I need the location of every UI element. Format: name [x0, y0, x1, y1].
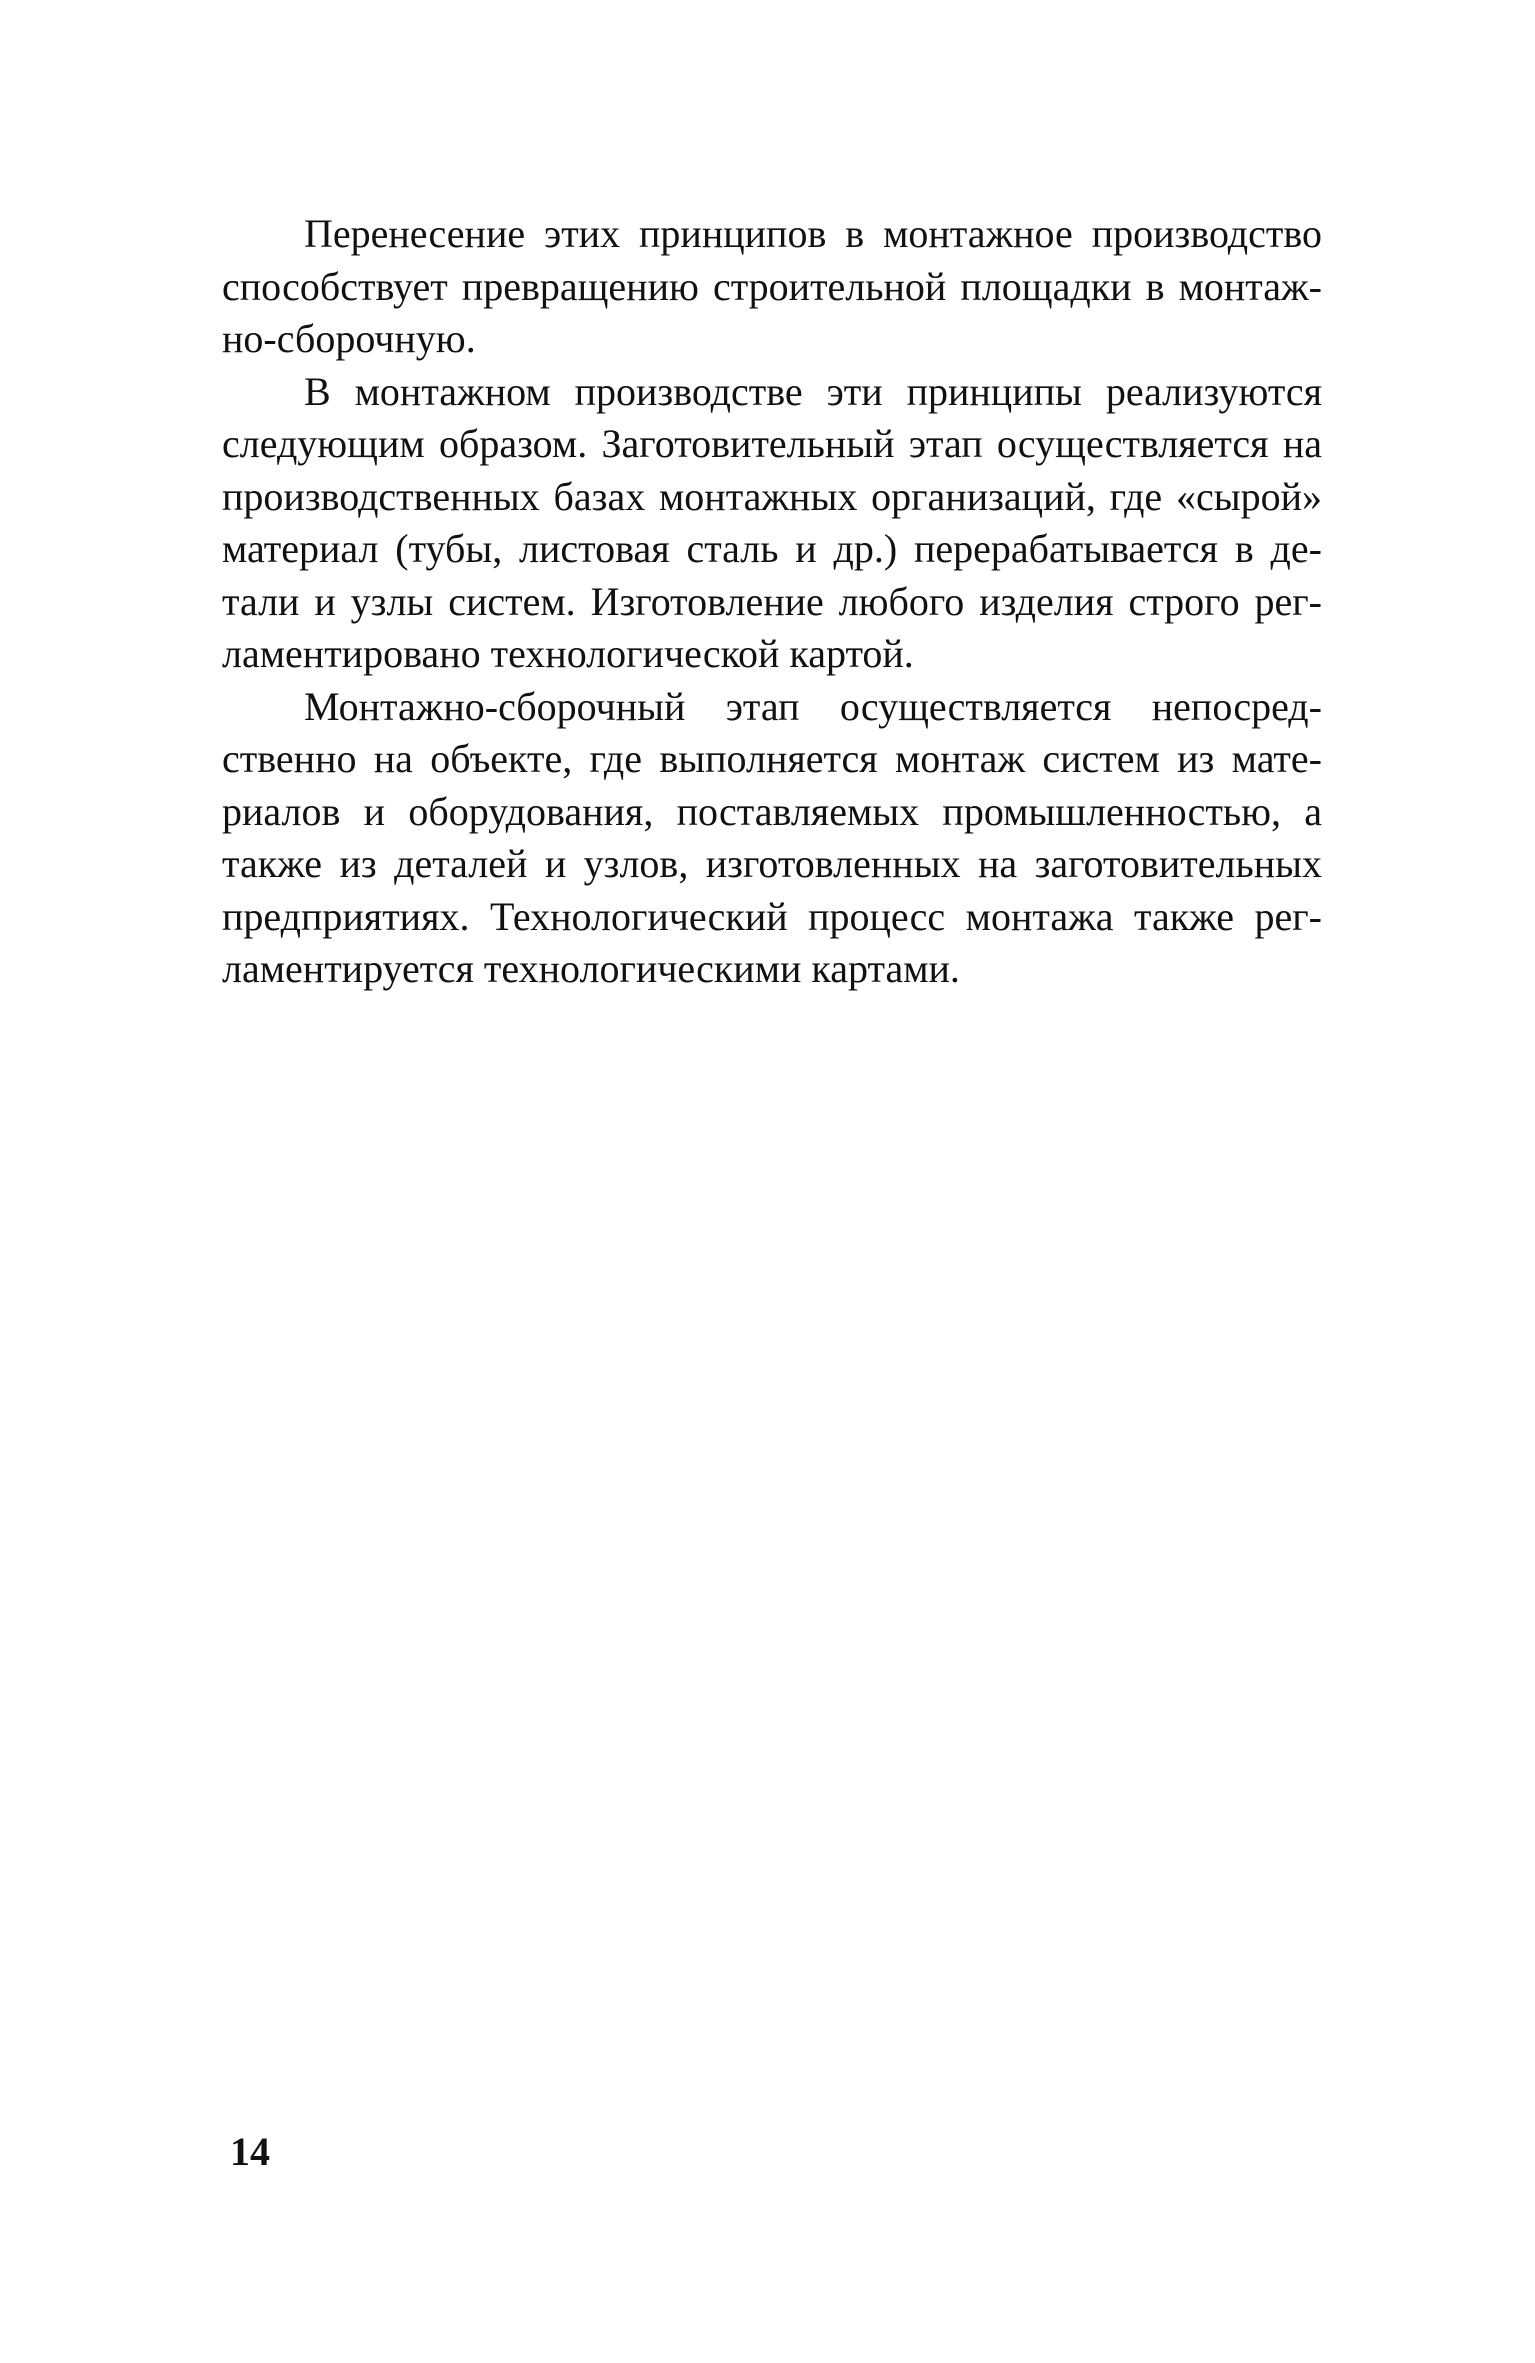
paragraph-2: В монтажном производстве эти принципы реализуются следующим образом. Заготовительный этап осуществляется на производственных базах монтажных организаций, где «сырой» материал (тубы, листовая сталь и др.) перерабатывается в детали и узлы систем. Изготовление любого изделия строго регламентировано технологической картой. — [222, 368, 1322, 676]
paragraph-1: Перенесение этих принципов в монтажное производство способствует превращению строительной площадки в монтажно-сборочную. — [222, 211, 1322, 361]
body-text — [222, 208, 1322, 996]
page-number: 14 — [230, 2129, 270, 2174]
paragraph-3: Монтажно-сборочный этап осуществляется непосредственно на объекте, где выполняется монтаж систем из материалов и оборудования, поставляемых промышленностью, а также из деталей и узлов, изготовленных на заготовительных предприятиях. Технологический процесс монтажа также регламентируется технологическими картами. — [222, 683, 1322, 991]
